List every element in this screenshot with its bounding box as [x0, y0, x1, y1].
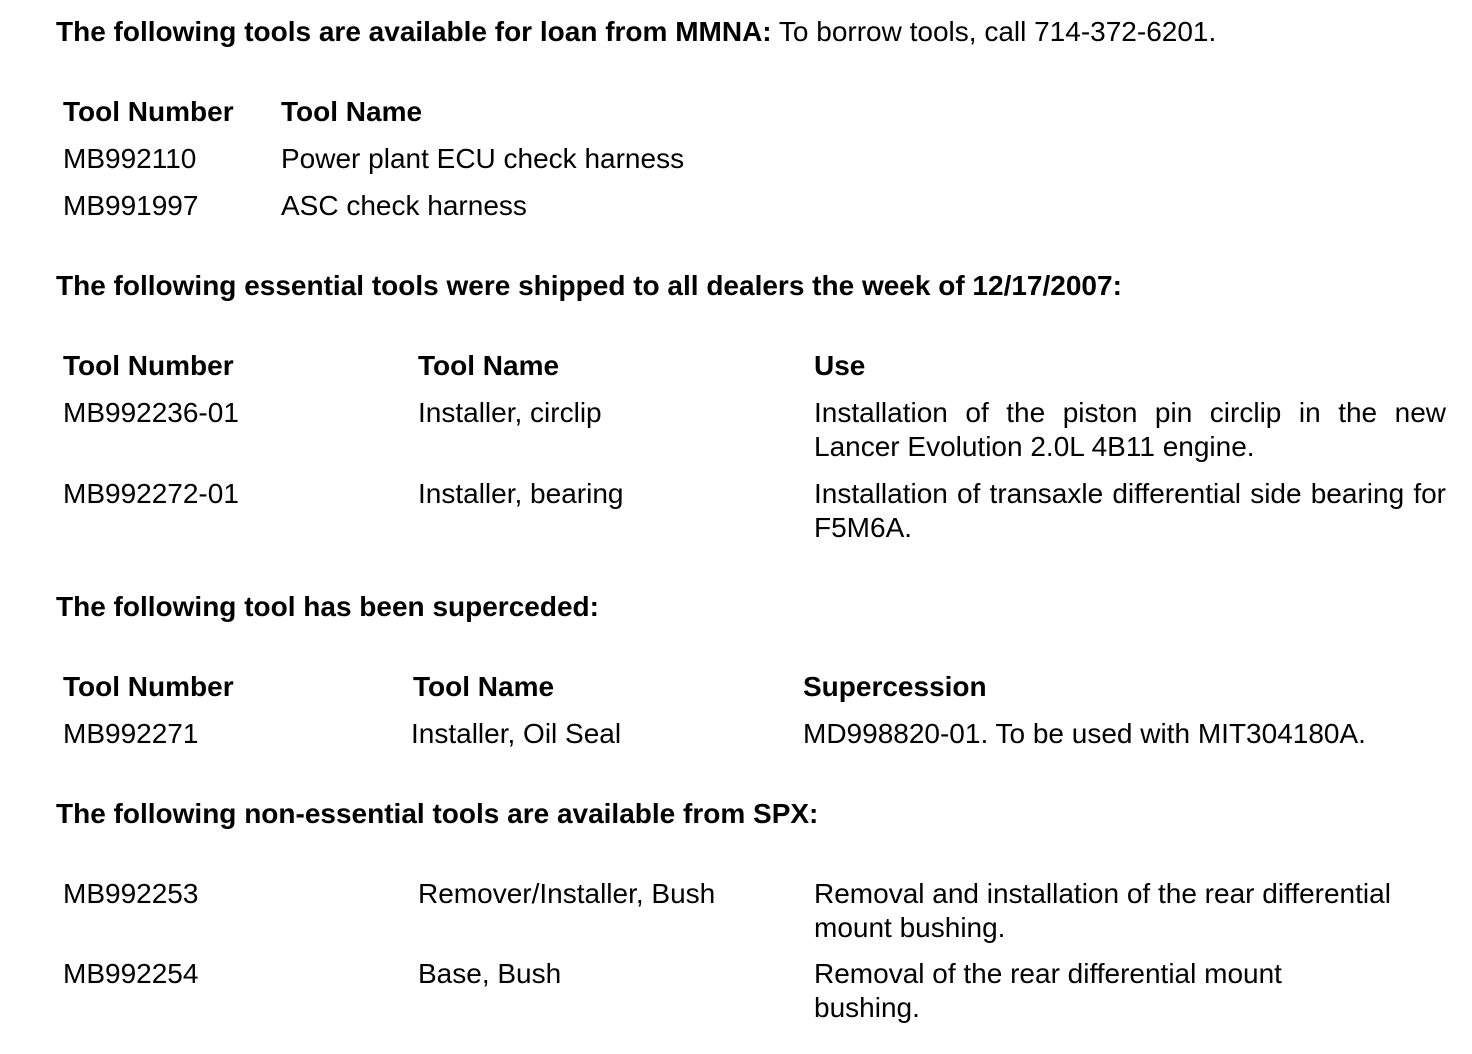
loan-header-tool-number: Tool Number: [63, 96, 234, 127]
spx-row-1-name: Remover/Installer, Bush: [418, 878, 716, 909]
loan-row-2-number: MB991997: [63, 190, 199, 221]
superceded-row-1-name: Installer, Oil Seal: [411, 718, 622, 749]
spx-row-1-use: Removal and installation of the rear differential mount bushing.: [814, 878, 1391, 943]
superceded-header-tool-name: Tool Name: [413, 671, 555, 702]
essential-row-1-use: Installation of the piston pin circlip in the new Lancer Evolution 2.0L 4B11 engine.: [814, 397, 1446, 462]
essential-header-tool-name: Tool Name: [418, 350, 560, 381]
loan-header-tool-name: Tool Name: [281, 96, 423, 127]
loan-heading-rest: To borrow tools, call 714-372-6201.: [771, 16, 1217, 47]
spx-heading: The following non-essential tools are available from SPX:: [56, 798, 819, 829]
spx-row-2-number: MB992254: [63, 958, 199, 989]
superceded-heading: The following tool has been superceded:: [56, 591, 599, 622]
superceded-header-supercession: Supercession: [803, 671, 987, 702]
essential-header-tool-number: Tool Number: [63, 350, 234, 381]
essential-row-2-number: MB992272-01: [63, 478, 239, 509]
loan-row-1-name: Power plant ECU check harness: [281, 143, 685, 174]
loan-heading-bold: The following tools are available for loan from MMNA:: [56, 16, 772, 47]
spx-row-2-use: Removal of the rear differential mount bushing.: [814, 958, 1282, 1023]
essential-row-2-name: Installer, bearing: [418, 478, 624, 509]
spx-row-1-number: MB992253: [63, 878, 199, 909]
essential-heading: The following essential tools were shipped to all dealers the week of 12/17/2007:: [56, 270, 1122, 301]
essential-row-2-use: Installation of transaxle differential side bearing for F5M6A.: [814, 478, 1446, 543]
essential-row-1-name: Installer, circlip: [418, 397, 602, 428]
essential-header-use: Use: [814, 350, 866, 381]
superceded-row-1-number: MB992271: [63, 718, 199, 749]
loan-row-1-number: MB992110: [63, 143, 197, 174]
spx-row-2-name: Base, Bush: [418, 958, 562, 989]
superceded-header-tool-number: Tool Number: [63, 671, 234, 702]
essential-row-1-number: MB992236-01: [63, 397, 239, 428]
loan-heading: [56, 15, 1216, 49]
superceded-row-1-supercession: MD998820-01. To be used with MIT304180A.: [803, 718, 1366, 749]
loan-row-2-name: ASC check harness: [281, 190, 527, 221]
